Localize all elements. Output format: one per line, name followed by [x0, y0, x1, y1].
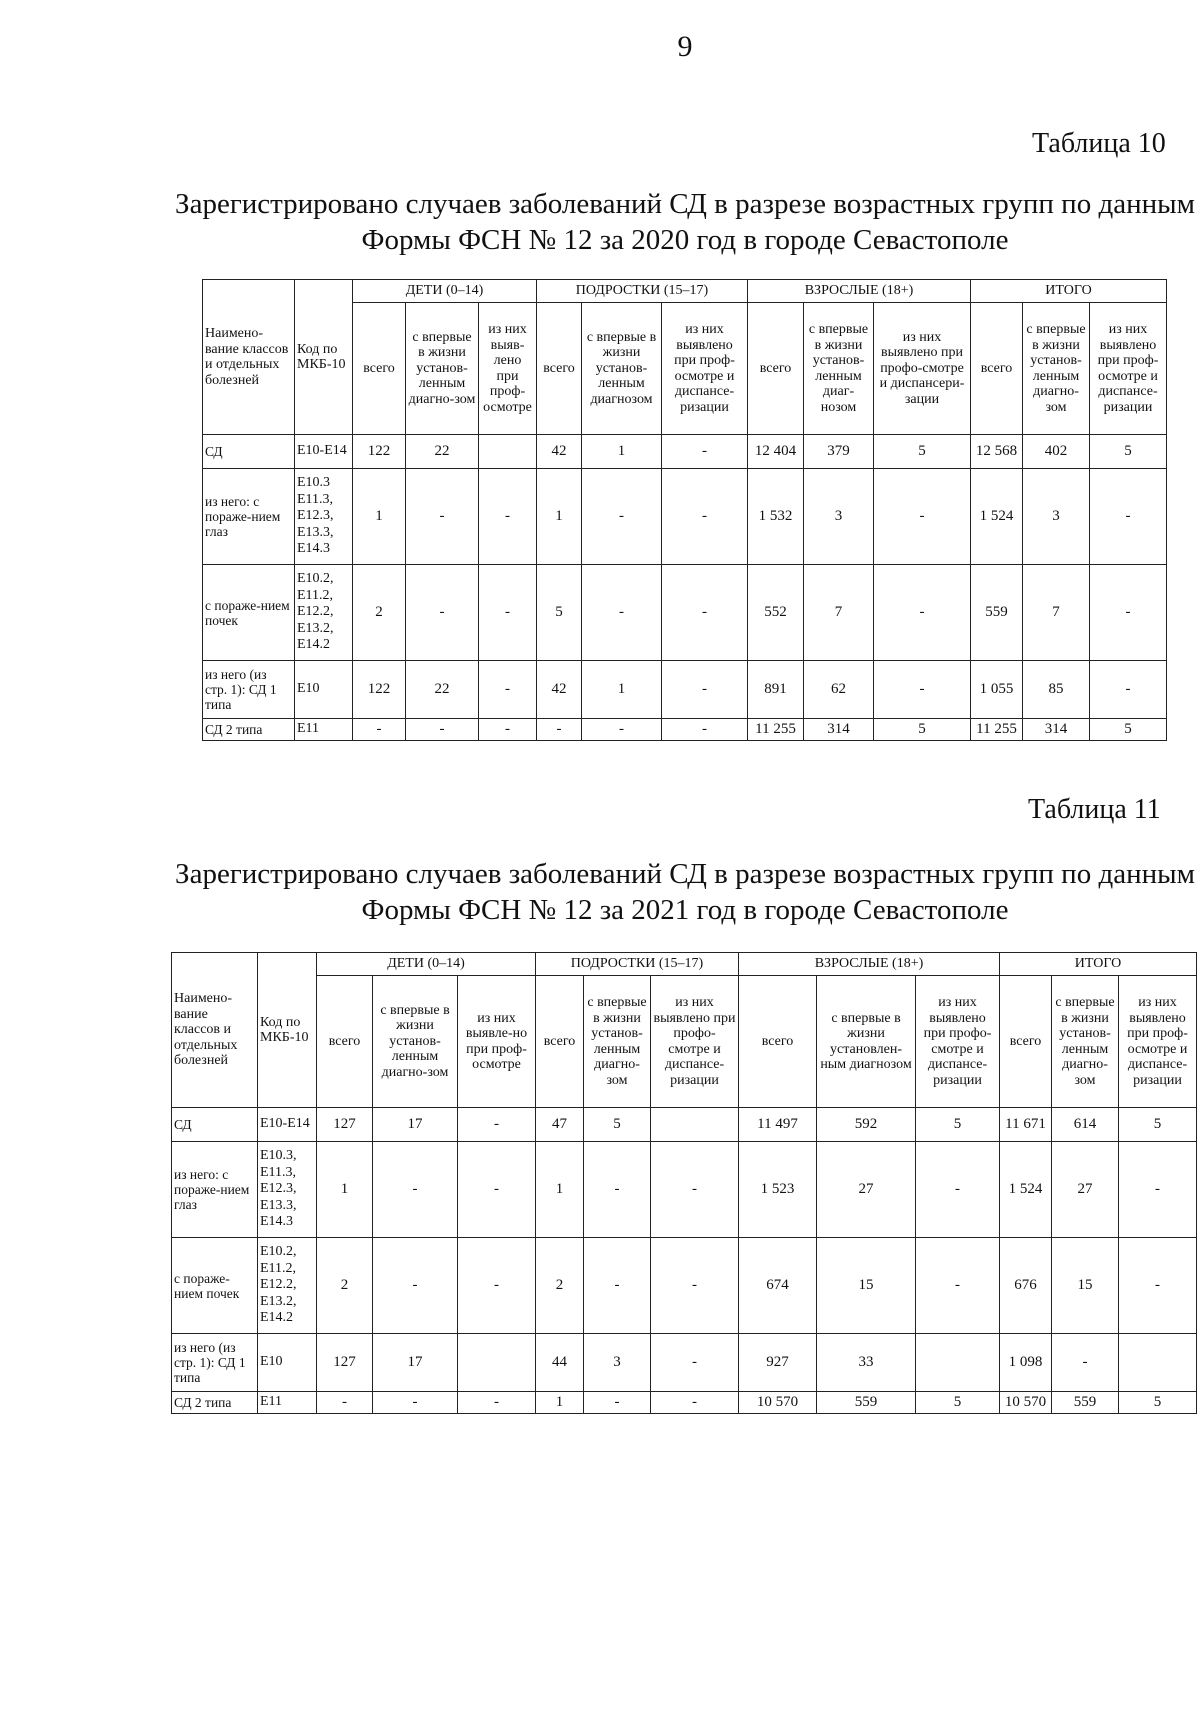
value-cell: 676: [1000, 1238, 1052, 1334]
value-cell: -: [662, 469, 748, 565]
value-cell: 1 098: [1000, 1334, 1052, 1392]
value-cell: -: [1090, 565, 1167, 661]
value-cell: 12 404: [748, 435, 804, 469]
value-cell: 7: [804, 565, 874, 661]
header-group-row: [172, 953, 1197, 976]
value-cell: 2: [536, 1238, 584, 1334]
value-cell: 927: [739, 1334, 817, 1392]
value-cell: -: [373, 1238, 458, 1334]
value-cell: 5: [1090, 435, 1167, 469]
table-11-body: [172, 1108, 1197, 1414]
value-cell: -: [584, 1142, 651, 1238]
value-cell: -: [458, 1238, 536, 1334]
row-name-cell: из него (из стр. 1): СД 1 типа: [172, 1334, 258, 1392]
value-cell: 891: [748, 661, 804, 719]
value-cell: 1: [353, 469, 406, 565]
value-cell: 85: [1023, 661, 1090, 719]
value-cell: 314: [1023, 719, 1090, 741]
children-total-header: всего: [317, 976, 373, 1108]
table-row: [203, 565, 1167, 661]
row-code-cell: Е10-Е14: [295, 435, 353, 469]
value-cell: -: [373, 1142, 458, 1238]
value-cell: 674: [739, 1238, 817, 1334]
value-cell: 22: [406, 661, 479, 719]
row-name-cell: СД: [172, 1108, 258, 1142]
value-cell: -: [406, 469, 479, 565]
value-cell: 592: [817, 1108, 916, 1142]
value-cell: 47: [536, 1108, 584, 1142]
children-checkup-header: из них выяв-лено при проф-осмотре: [479, 303, 537, 435]
name-column-header: Наимено-вание классов и отдельных болезней: [172, 953, 258, 1108]
value-cell: -: [651, 1392, 739, 1414]
value-cell: -: [874, 469, 971, 565]
row-code-cell: Е10.2, Е11.2, Е12.2, Е13.2, Е14.2: [258, 1238, 317, 1334]
children-first-time-header: с впервые в жизни установ-ленным диагно-зом: [406, 303, 479, 435]
value-cell: [916, 1334, 1000, 1392]
value-cell: 1: [317, 1142, 373, 1238]
children-total-header: всего: [353, 303, 406, 435]
adults-total-header: всего: [748, 303, 804, 435]
value-cell: 5: [1090, 719, 1167, 741]
value-cell: 559: [817, 1392, 916, 1414]
value-cell: 42: [537, 435, 582, 469]
row-code-cell: Е10.3 Е11.3, Е12.3, Е13.3, Е14.3: [295, 469, 353, 565]
adults-group-header: ВЗРОСЛЫЕ (18+): [748, 280, 971, 303]
teens-group-header: ПОДРОСТКИ (15–17): [537, 280, 748, 303]
value-cell: -: [479, 469, 537, 565]
value-cell: 10 570: [739, 1392, 817, 1414]
value-cell: 10 570: [1000, 1392, 1052, 1414]
teens-total-header: всего: [537, 303, 582, 435]
value-cell: 44: [536, 1334, 584, 1392]
value-cell: 22: [406, 435, 479, 469]
value-cell: -: [916, 1238, 1000, 1334]
table-row: [172, 1334, 1197, 1392]
value-cell: 5: [874, 435, 971, 469]
value-cell: -: [1090, 661, 1167, 719]
value-cell: -: [874, 565, 971, 661]
value-cell: 1: [537, 469, 582, 565]
value-cell: 1 523: [739, 1142, 817, 1238]
value-cell: -: [458, 1142, 536, 1238]
value-cell: 12 568: [971, 435, 1023, 469]
value-cell: -: [317, 1392, 373, 1414]
value-cell: 379: [804, 435, 874, 469]
row-name-cell: из него: с пораже-нием глаз: [203, 469, 295, 565]
value-cell: -: [373, 1392, 458, 1414]
value-cell: 33: [817, 1334, 916, 1392]
header-sub-row: [172, 976, 1197, 1108]
row-code-cell: Е11: [258, 1392, 317, 1414]
value-cell: -: [353, 719, 406, 741]
value-cell: 314: [804, 719, 874, 741]
value-cell: 3: [804, 469, 874, 565]
total-total-header: всего: [971, 303, 1023, 435]
value-cell: -: [582, 719, 662, 741]
value-cell: 7: [1023, 565, 1090, 661]
value-cell: -: [1052, 1334, 1119, 1392]
value-cell: -: [651, 1238, 739, 1334]
value-cell: 17: [373, 1108, 458, 1142]
row-code-cell: Е11: [295, 719, 353, 741]
row-name-cell: СД 2 типа: [203, 719, 295, 741]
children-first-time-header: с впервые в жизни установ-ленным диагно-зом: [373, 976, 458, 1108]
children-checkup-header: из них выявле-но при проф-осмотре: [458, 976, 536, 1108]
value-cell: 1: [582, 435, 662, 469]
value-cell: 5: [1119, 1108, 1197, 1142]
value-cell: 11 255: [748, 719, 804, 741]
value-cell: 5: [916, 1392, 1000, 1414]
value-cell: -: [916, 1142, 1000, 1238]
total-checkup-header: из них выявлено при проф-осмотре и диспансе-ризации: [1090, 303, 1167, 435]
value-cell: -: [584, 1238, 651, 1334]
value-cell: 1: [536, 1142, 584, 1238]
total-group-header: ИТОГО: [971, 280, 1167, 303]
value-cell: 27: [1052, 1142, 1119, 1238]
total-first-time-header: с впервые в жизни установ-ленным диагно-зом: [1023, 303, 1090, 435]
value-cell: -: [458, 1392, 536, 1414]
value-cell: 5: [584, 1108, 651, 1142]
table-10-title: Зарегистрировано случаев заболеваний СД в разрезе возрастных групп по данным Формы ФСН № 12 за 2020 год в городе Севастополе: [175, 188, 1195, 256]
table-row: [172, 1392, 1197, 1414]
value-cell: -: [479, 565, 537, 661]
value-cell: 15: [817, 1238, 916, 1334]
value-cell: 1: [582, 661, 662, 719]
value-cell: 3: [1023, 469, 1090, 565]
value-cell: 127: [317, 1334, 373, 1392]
teens-first-time-header: с впервые в жизни установ-ленным диагнозом: [582, 303, 662, 435]
value-cell: -: [537, 719, 582, 741]
value-cell: -: [582, 469, 662, 565]
value-cell: 122: [353, 661, 406, 719]
total-checkup-header: из них выявлено при проф-осмотре и диспансе-ризации: [1119, 976, 1197, 1108]
table-row: [203, 435, 1167, 469]
row-code-cell: Е10.2, Е11.2, Е12.2, Е13.2, Е14.2: [295, 565, 353, 661]
table-11: [171, 952, 1197, 1414]
value-cell: 62: [804, 661, 874, 719]
name-column-header: Наимено-вание классов и отдельных болезней: [203, 280, 295, 435]
value-cell: 11 497: [739, 1108, 817, 1142]
value-cell: -: [662, 719, 748, 741]
table-row: [203, 661, 1167, 719]
value-cell: 1 524: [971, 469, 1023, 565]
adults-checkup-header: из них выявлено при профо-смотре и диспансери-зации: [874, 303, 971, 435]
teens-checkup-header: из них выявлено при профо-смотре и диспансе-ризации: [651, 976, 739, 1108]
table-row: [172, 1142, 1197, 1238]
row-name-cell: СД: [203, 435, 295, 469]
value-cell: -: [662, 661, 748, 719]
value-cell: 42: [537, 661, 582, 719]
teens-first-time-header: с впервые в жизни установ-ленным диагно-зом: [584, 976, 651, 1108]
value-cell: -: [582, 565, 662, 661]
page-number: 9: [677, 30, 693, 63]
value-cell: -: [1090, 469, 1167, 565]
adults-checkup-header: из них выявлено при профо-смотре и диспансе-ризации: [916, 976, 1000, 1108]
children-group-header: ДЕТИ (0–14): [353, 280, 537, 303]
value-cell: 15: [1052, 1238, 1119, 1334]
adults-first-time-header: с впервые в жизни установ-ленным диаг-нозом: [804, 303, 874, 435]
table-10: [202, 279, 1167, 741]
table-row: [172, 1238, 1197, 1334]
row-name-cell: СД 2 типа: [172, 1392, 258, 1414]
value-cell: [458, 1334, 536, 1392]
value-cell: -: [479, 661, 537, 719]
value-cell: 11 255: [971, 719, 1023, 741]
value-cell: 402: [1023, 435, 1090, 469]
value-cell: 559: [971, 565, 1023, 661]
value-cell: -: [651, 1334, 739, 1392]
value-cell: 559: [1052, 1392, 1119, 1414]
value-cell: -: [406, 565, 479, 661]
value-cell: 5: [1119, 1392, 1197, 1414]
row-name-cell: с пораже-нием почек: [203, 565, 295, 661]
row-name-cell: из него: с пораже-нием глаз: [172, 1142, 258, 1238]
value-cell: -: [406, 719, 479, 741]
table-10-caption: Таблица 10: [1032, 128, 1166, 159]
value-cell: 1 524: [1000, 1142, 1052, 1238]
value-cell: 552: [748, 565, 804, 661]
value-cell: -: [662, 565, 748, 661]
value-cell: -: [584, 1392, 651, 1414]
row-name-cell: с пораже-нием почек: [172, 1238, 258, 1334]
value-cell: 17: [373, 1334, 458, 1392]
table-row: [172, 1108, 1197, 1142]
value-cell: 1: [536, 1392, 584, 1414]
value-cell: -: [874, 661, 971, 719]
value-cell: 2: [353, 565, 406, 661]
value-cell: 3: [584, 1334, 651, 1392]
value-cell: 5: [916, 1108, 1000, 1142]
table-row: [203, 469, 1167, 565]
value-cell: [479, 435, 537, 469]
adults-total-header: всего: [739, 976, 817, 1108]
total-first-time-header: с впервые в жизни установ-ленным диагно-зом: [1052, 976, 1119, 1108]
value-cell: [651, 1108, 739, 1142]
row-code-cell: Е10: [258, 1334, 317, 1392]
value-cell: -: [458, 1108, 536, 1142]
table-10-body: [203, 435, 1167, 741]
value-cell: -: [479, 719, 537, 741]
adults-first-time-header: с впервые в жизни установлен-ным диагнозом: [817, 976, 916, 1108]
row-code-cell: Е10: [295, 661, 353, 719]
value-cell: 122: [353, 435, 406, 469]
total-group-header: ИТОГО: [1000, 953, 1197, 976]
row-code-cell: Е10-Е14: [258, 1108, 317, 1142]
table-row: [203, 719, 1167, 741]
value-cell: [1119, 1334, 1197, 1392]
value-cell: 5: [537, 565, 582, 661]
total-total-header: всего: [1000, 976, 1052, 1108]
table-11-caption: Таблица 11: [1028, 794, 1161, 825]
value-cell: -: [651, 1142, 739, 1238]
table-11-title: Зарегистрировано случаев заболеваний СД в разрезе возрастных групп по данным Формы ФСН № 12 за 2021 год в городе Севастополе: [175, 858, 1195, 926]
value-cell: 2: [317, 1238, 373, 1334]
teens-checkup-header: из них выявлено при проф-осмотре и диспансе-ризации: [662, 303, 748, 435]
row-name-cell: из него (из стр. 1): СД 1 типа: [203, 661, 295, 719]
value-cell: 27: [817, 1142, 916, 1238]
value-cell: -: [1119, 1142, 1197, 1238]
value-cell: 11 671: [1000, 1108, 1052, 1142]
value-cell: 1 532: [748, 469, 804, 565]
header-group-row: [203, 280, 1167, 303]
value-cell: -: [1119, 1238, 1197, 1334]
value-cell: 127: [317, 1108, 373, 1142]
value-cell: 5: [874, 719, 971, 741]
value-cell: 1 055: [971, 661, 1023, 719]
teens-total-header: всего: [536, 976, 584, 1108]
code-column-header: Код по МКБ-10: [295, 280, 353, 435]
children-group-header: ДЕТИ (0–14): [317, 953, 536, 976]
adults-group-header: ВЗРОСЛЫЕ (18+): [739, 953, 1000, 976]
value-cell: -: [662, 435, 748, 469]
value-cell: 614: [1052, 1108, 1119, 1142]
row-code-cell: Е10.3, Е11.3, Е12.3, Е13.3, Е14.3: [258, 1142, 317, 1238]
code-column-header: Код по МКБ-10: [258, 953, 317, 1108]
teens-group-header: ПОДРОСТКИ (15–17): [536, 953, 739, 976]
